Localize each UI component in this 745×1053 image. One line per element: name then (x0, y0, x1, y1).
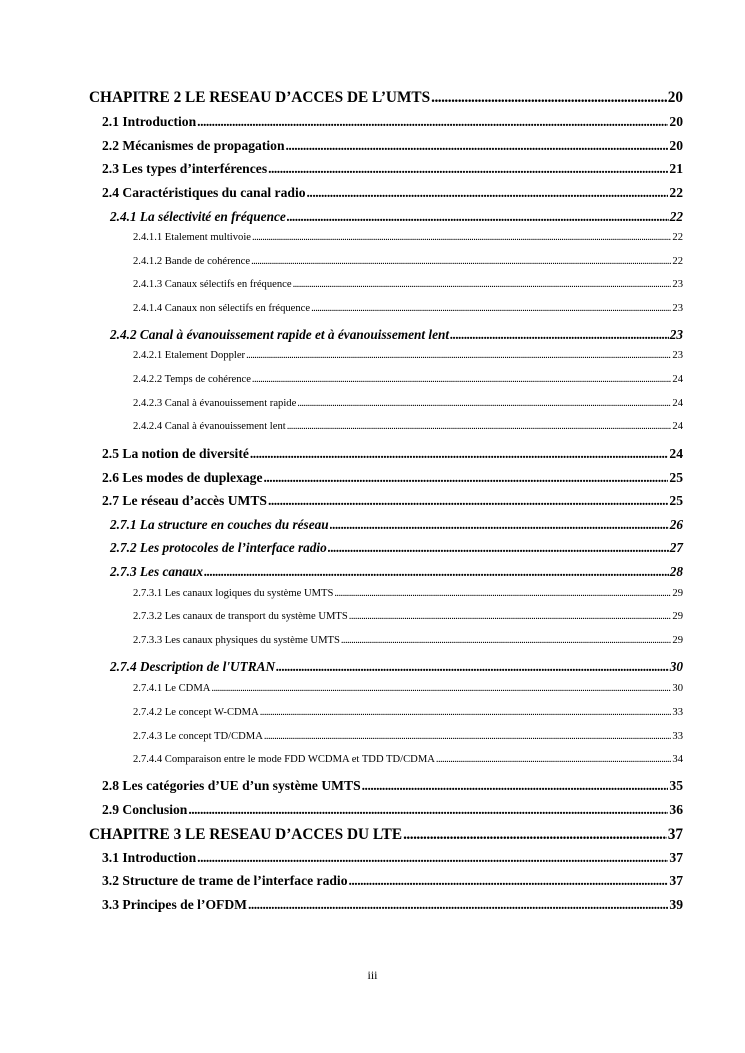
dot-leader (188, 802, 668, 818)
toc-entry[interactable] (133, 303, 683, 314)
toc-entry-page: 23 (672, 279, 683, 290)
toc-entry-page: 27 (669, 540, 683, 555)
toc-entry-page: 22 (669, 185, 683, 200)
toc-entry[interactable] (102, 802, 683, 818)
toc-entry[interactable] (89, 89, 683, 107)
toc-entry[interactable] (133, 256, 683, 267)
toc-entry[interactable] (110, 659, 683, 675)
dot-leader (250, 446, 669, 462)
toc-entry-title: 3.2 Structure de trame de l’interface radio (102, 873, 348, 888)
toc-entry-title: 2.7.3.3 Les canaux physiques du système UMTS (133, 635, 340, 646)
toc-entry-page: 29 (672, 635, 683, 646)
toc-entry-page: 26 (669, 517, 683, 532)
dot-leader (311, 303, 671, 314)
toc-entry-page: 25 (669, 493, 683, 508)
toc-entry[interactable] (102, 873, 683, 889)
dot-leader (264, 470, 669, 486)
dot-leader (307, 185, 669, 201)
dot-leader (349, 611, 672, 622)
toc-entry-title: 2.8 Les catégories d’UE d’un système UMTS (102, 778, 361, 793)
toc-entry-title: CHAPITRE 2 LE RESEAU D’ACCES DE L’UMTS (89, 89, 431, 106)
toc-entry[interactable] (102, 161, 683, 177)
toc-entry-title: 3.1 Introduction (102, 850, 197, 865)
dot-leader (276, 659, 669, 675)
toc-entry-page: 22 (672, 256, 683, 267)
toc-entry[interactable] (102, 850, 683, 866)
toc-entry-title: 2.7.4.1 Le CDMA (133, 683, 211, 694)
toc-entry-title: 2.7.3 Les canaux (110, 564, 204, 579)
toc-entry[interactable] (133, 421, 683, 432)
toc-entry-title: 3.3 Principes de l’OFDM (102, 897, 247, 912)
toc-entry-page: 24 (672, 374, 683, 385)
toc-entry-title: 2.4.2.2 Temps de cohérence (133, 374, 251, 385)
toc-entry-title: 2.7.4 Description de l'UTRAN (110, 659, 276, 674)
toc-entry-title: 2.5 La notion de diversité (102, 446, 249, 461)
toc-entry-page: 23 (672, 350, 683, 361)
toc-entry[interactable] (133, 611, 683, 622)
dot-leader (248, 897, 668, 913)
toc-entry[interactable] (133, 707, 683, 718)
toc-entry-page: 29 (672, 611, 683, 622)
toc-entry-title: 2.4.1.3 Canaux sélectifs en fréquence (133, 279, 292, 290)
dot-leader (252, 232, 671, 243)
toc-entry-title: 2.2 Mécanismes de propagation (102, 138, 285, 153)
dot-leader (286, 138, 669, 154)
toc-entry[interactable] (133, 683, 683, 694)
toc-entry[interactable] (110, 540, 683, 556)
toc-entry-page: 25 (669, 470, 683, 485)
page-number: iii (367, 968, 378, 982)
dot-leader (246, 350, 671, 361)
dot-leader (362, 778, 669, 794)
toc-entry-page: 23 (669, 327, 683, 342)
toc-entry[interactable] (133, 398, 683, 409)
toc-entry-title: 2.6 Les modes de duplexage (102, 470, 263, 485)
toc-entry[interactable] (110, 209, 683, 225)
dot-leader (293, 279, 672, 290)
toc-entry[interactable] (89, 826, 683, 844)
toc-entry[interactable] (102, 138, 683, 154)
dot-leader (252, 374, 671, 385)
dot-leader (297, 398, 671, 409)
toc-entry-title: 2.7.4.2 Le concept W-CDMA (133, 707, 259, 718)
toc-entry-page: 37 (667, 826, 683, 843)
toc-entry-page: 22 (669, 209, 683, 224)
toc-entry-title: 2.4.2 Canal à évanouissement rapide et à évanouissement lent (110, 327, 450, 342)
dot-leader (334, 588, 671, 599)
toc-entry-title: 2.4.1.4 Canaux non sélectifs en fréquence (133, 303, 311, 314)
toc-entry-page: 24 (672, 421, 683, 432)
toc-entry[interactable] (110, 564, 683, 580)
toc-entry-page: 33 (672, 731, 683, 742)
toc-entry-page: 33 (672, 707, 683, 718)
toc-entry-page: 28 (669, 564, 683, 579)
toc-entry[interactable] (102, 897, 683, 913)
toc-entry-title: 2.7.4.3 Le concept TD/CDMA (133, 731, 263, 742)
toc-entry-page: 20 (667, 89, 683, 106)
toc-entry[interactable] (133, 635, 683, 646)
toc-entry-title: 2.1 Introduction (102, 114, 197, 129)
toc-entry-title: 2.4.1.1 Etalement multivoie (133, 232, 251, 243)
toc-entry-page: 23 (672, 303, 683, 314)
dot-leader (341, 635, 672, 646)
toc-entry-page: 39 (669, 897, 683, 912)
dot-leader (287, 421, 672, 432)
dot-leader (268, 161, 668, 177)
toc-entry[interactable] (102, 778, 683, 794)
toc-entry[interactable] (133, 374, 683, 385)
toc-entry-title: 2.9 Conclusion (102, 802, 188, 817)
toc-entry-title: 2.4 Caractéristiques du canal radio (102, 185, 306, 200)
toc-entry-title: 2.4.2.1 Etalement Doppler (133, 350, 246, 361)
dot-leader (450, 327, 669, 343)
dot-leader (251, 256, 671, 267)
dot-leader (211, 683, 671, 694)
toc-entry-page: 20 (669, 114, 683, 129)
toc-entry[interactable] (102, 114, 683, 130)
toc-entry-title: 2.4.2.4 Canal à évanouissement lent (133, 421, 286, 432)
dot-leader (403, 826, 667, 844)
toc-entry-title: CHAPITRE 3 LE RESEAU D’ACCES DU LTE (89, 826, 403, 843)
toc-entry-title: 2.7.2 Les protocoles de l’interface radio (110, 540, 327, 555)
dot-leader (260, 707, 672, 718)
toc-entry[interactable] (102, 446, 683, 462)
toc-entry-page: 35 (669, 778, 683, 793)
toc-entry-page: 30 (669, 659, 683, 674)
dot-leader (328, 540, 669, 556)
toc-entry-page: 29 (672, 588, 683, 599)
dot-leader (330, 517, 669, 533)
dot-leader (268, 493, 668, 509)
toc-entry[interactable] (110, 327, 683, 343)
toc-entry[interactable] (133, 754, 683, 765)
toc-entry-page: 34 (672, 754, 683, 765)
toc-entry-page: 24 (672, 398, 683, 409)
toc-entry[interactable] (110, 517, 683, 533)
toc-entry-page: 24 (669, 446, 683, 461)
toc-entry-title: 2.4.1.2 Bande de cohérence (133, 256, 251, 267)
toc-entry[interactable] (102, 470, 683, 486)
dot-leader (197, 850, 668, 866)
toc-entry-title: 2.4.2.3 Canal à évanouissement rapide (133, 398, 297, 409)
toc-entry-page: 37 (669, 850, 683, 865)
toc-entry-title: 2.7.3.1 Les canaux logiques du système UMTS (133, 588, 334, 599)
toc-entry[interactable] (102, 493, 683, 509)
toc-entry-page: 22 (672, 232, 683, 243)
dot-leader (431, 89, 667, 107)
toc-entry-title: 2.4.1 La sélectivité en fréquence (110, 209, 286, 224)
toc-entry[interactable] (133, 232, 683, 243)
toc-entry-page: 30 (672, 683, 683, 694)
toc-entry[interactable] (102, 185, 683, 201)
toc-entry[interactable] (133, 731, 683, 742)
dot-leader (349, 873, 669, 889)
toc-entry-title: 2.7 Le réseau d’accès UMTS (102, 493, 267, 508)
toc-entry-title: 2.7.3.2 Les canaux de transport du système UMTS (133, 611, 348, 622)
toc-entry-title: 2.7.1 La structure en couches du réseau (110, 517, 329, 532)
dot-leader (287, 209, 669, 225)
toc-entry-page: 20 (669, 138, 683, 153)
dot-leader (436, 754, 672, 765)
toc-entry-page: 37 (669, 873, 683, 888)
toc-entry-page: 36 (669, 802, 683, 817)
dot-leader (204, 564, 669, 580)
dot-leader (264, 731, 672, 742)
toc-entry-page: 21 (669, 161, 683, 176)
toc-entry-title: 2.3 Les types d’interférences (102, 161, 268, 176)
dot-leader (197, 114, 668, 130)
toc-entry[interactable] (133, 279, 683, 290)
toc-entry[interactable] (133, 588, 683, 599)
toc-entry[interactable] (133, 350, 683, 361)
toc-entry-title: 2.7.4.4 Comparaison entre le mode FDD WCDMA et TDD TD/CDMA (133, 754, 435, 765)
